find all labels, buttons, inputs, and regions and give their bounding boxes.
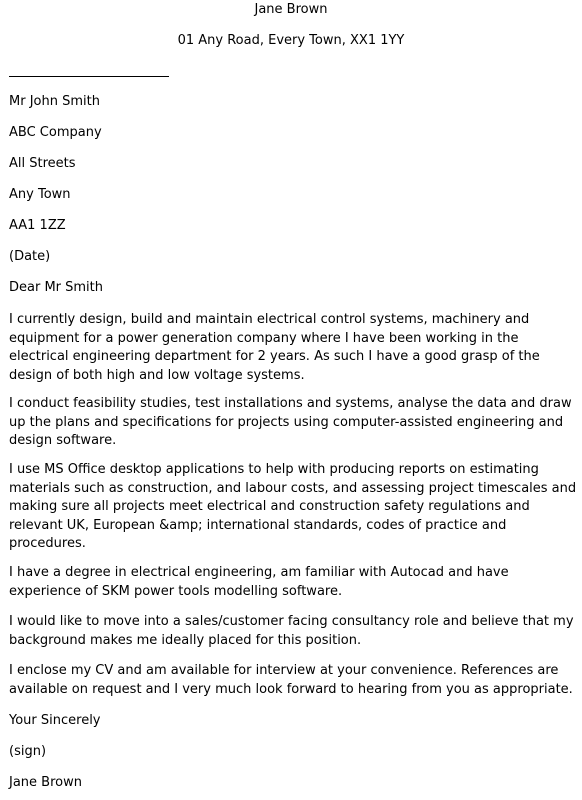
recipient-company: ABC Company <box>9 125 102 140</box>
salutation: Dear Mr Smith <box>9 280 104 295</box>
signature: (sign) <box>9 744 47 759</box>
signoff-name: Jane Brown <box>9 775 82 790</box>
recipient-name: Mr John Smith <box>9 94 100 109</box>
body-paragraph: I currently design, build and maintain electrical control systems, machinery and equipment for a power generation company where I have been working in the electrical engineering department for 2 years. As such I have a good grasp of the design of both high and low voltage systems. <box>9 312 540 383</box>
letter-date: (Date) <box>9 249 51 264</box>
sender-address: 01 Any Road, Every Town, XX1 1YY <box>177 33 405 48</box>
recipient-town: Any Town <box>9 187 71 202</box>
body-paragraph: I have a degree in electrical engineering, am familiar with Autocad and have experience of SKM power tools modelling software. <box>9 565 509 599</box>
sender-name: Jane Brown <box>254 2 328 17</box>
body-paragraph: I enclose my CV and am available for interview at your convenience. References are available on request and I very much look forward to hearing from you as appropriate. <box>9 663 573 697</box>
divider-line <box>9 76 169 77</box>
body-paragraph: I use MS Office desktop applications to help with producing reports on estimating materials such as construction, and labour costs, and assessing project timescales and making sure all projects meet electrical and construction safety regulations and relevant UK, European &amp; international standards, codes of practice and procedures. <box>9 462 577 551</box>
recipient-postcode: AA1 1ZZ <box>9 218 66 233</box>
body-paragraph: I would like to move into a sales/customer facing consultancy role and believe that my background makes me ideally placed for this position. <box>9 614 574 648</box>
recipient-street: All Streets <box>9 156 76 171</box>
body-paragraph: I conduct feasibility studies, test installations and systems, analyse the data and draw up the plans and specifications for projects using computer-assisted engineering and design software. <box>9 396 572 448</box>
closing: Your Sincerely <box>9 713 101 728</box>
